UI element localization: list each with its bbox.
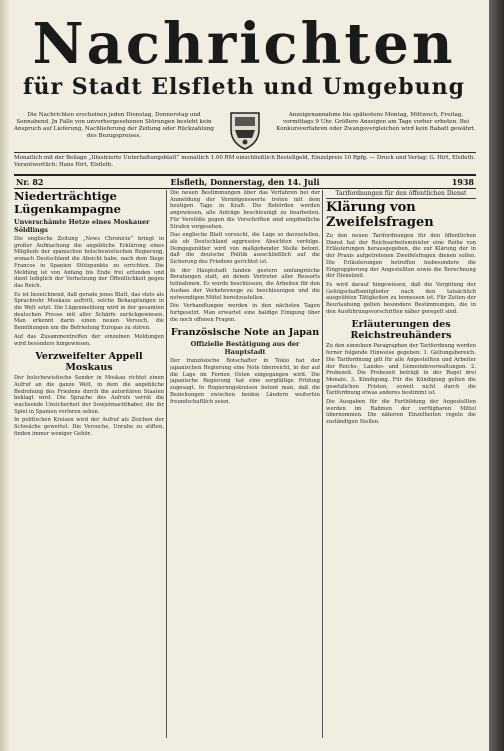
- section-label: Tarifordnungen für den öffentlichen Dienst: [326, 190, 476, 199]
- dateline: [14, 174, 476, 189]
- newspaper-subtitle: für Stadt Elsfleth und Umgebung: [23, 74, 465, 100]
- column-rule: [322, 190, 323, 738]
- masthead: [14, 11, 474, 109]
- article-headline: Niederträchtige Lügenkampagne: [14, 190, 121, 216]
- article-paragraph: Die Verhandlungen werden in den nächsten Tagen fortgesetzt. Man erwartet eine baldige Einigung über die noch offenen Fragen.: [170, 303, 320, 323]
- publication-info: Die Nachrichten erscheinen jeden Dienstag, Donnerstag und Sonnabend. Jn Falle von unvorhergesehenen Störungen besteht kein Anspruch auf Lieferung, Nachlieferung der Zeitung oder Rückzahlung des Bezugspreises.: [14, 112, 215, 139]
- article-headline: Erläuterungen des Reichstreuhänders: [350, 319, 452, 342]
- issue-year: 1938: [451, 177, 474, 187]
- coat-of-arms-icon: [228, 110, 262, 150]
- article-paragraph: Zu den einzelnen Paragraphen der Tarifordnung werden ferner folgende Hinweise gegeben: 1. Geltungsbereich. Die Tarifordnung gilt für alle Angestellten und Arbeiter der Reichs-, Landes- und Gemeindeverwaltungen. 2. Probezeit. Die Probezeit beträgt in der Regel drei Monate. 3. Kündigung. Für die Kündigung gelten die gesetzlichen Fristen, soweit nicht durch die Tarifordnung etwas anderes bestimmt ist.: [326, 343, 476, 397]
- column-rule: [166, 190, 167, 738]
- article-paragraph: Der bolschewistische Sender in Moskau richtet einen Aufruf an die ganze Welt, in dem die angebliche Bedrohung des Friedens durch die autoritären Staaten beklagt wird. Die Sprache des Aufrufs verrät die wachsende Unsicherheit der Sowjetmachthaber, die ihr Spiel in Spanien verloren sehen.: [14, 375, 164, 415]
- column-right: [326, 190, 476, 738]
- page-left-edge: [0, 0, 10, 751]
- info-row: [14, 112, 476, 150]
- newspaper-title: Nachrichten: [32, 11, 456, 77]
- article-paragraph: Es wird darauf hingewiesen, daß die Vergütung der Gefolgschaftsmitglieder nach den tatsächlich ausgeübten Tätigkeiten zu bemessen ist. Für Zeiten der Beurlaubung gelten besondere Bestimmungen, die in den Ausführungsvorschriften näher geregelt sind.: [326, 281, 476, 315]
- article-paragraph: In der Hauptstadt fanden gestern umfangreiche Beratungen statt, an denen Vertreter aller Ressorts teilnahmen. Es wurde beschlossen, die Arbeiten für den Ausbau der Verkehrswege zu beschleunigen und die notwendigen Mittel bereitzustellen.: [170, 267, 320, 301]
- article-paragraph: Auf das Zusammentreffen der einzelnen Meldungen wird besonders hingewiesen.: [14, 333, 164, 347]
- article-headline: Französische Note an Japan: [170, 327, 320, 339]
- subscription-notice: Monatlich mit der Beilage „Illustrierte Unterhaltungsblatt“ monatlich 1.00 RM einschließlich Bestellgeld, Einzelpreis 10 Rpfg. — Druck und Verlag: G. Hirt, Elsfleth. Verantwortlich: Hans Hirt, Elsfleth.: [14, 152, 476, 169]
- article-subheadline: Unverschämte Hetze eines Moskauer Söldlings: [14, 218, 150, 234]
- article-subheadline: Offizielle Bestätigung aus der Hauptstadt: [190, 340, 300, 357]
- article-headline: Verzweifelter Appell Moskaus: [35, 351, 143, 374]
- column-middle: [170, 190, 320, 738]
- advertising-info: Anzeigenannahme bis spätestens Montag, Mittwoch, Freitag, vormittags 9 Uhr. Größere Anzeigen am Tage vorher erbeten. Bei Konkursverfahren oder Zwangsvergleichen wird kein Rabatt gewährt.: [276, 112, 476, 132]
- binding-spine: [489, 0, 504, 751]
- article-paragraph: In politischen Kreisen wird der Aufruf als Zeichen der Schwäche gewertet. Die Versuche, Unruhe zu stiften, finden immer weniger Gehör.: [14, 417, 164, 437]
- issue-number: Nr. 82: [16, 177, 44, 187]
- article-paragraph: Es ist bezeichnend, daß gerade jenes Blatt, das stets als Sprachrohr Moskaus auftritt, solche Behauptungen in die Welt setzt. Die Lügenmeldung wird in der gesamten deutschen Presse mit aller Schärfe zurückgewiesen. Man erkennt darin einen neuen Versuch, die Bemühungen um die Befriedung Europas zu stören.: [14, 291, 164, 332]
- article-paragraph: Das englische Blatt versucht, die Lage so darzustellen, als ob Deutschland aggressive Absichten verfolge. Demgegenüber wird von maßgebender Stelle betont, daß die deutsche Politik ausschließlich auf die Sicherung des Friedens gerichtet ist.: [170, 232, 320, 266]
- article-paragraph: Der französische Botschafter in Tokio hat der japanischen Regierung eine Note überreicht, in der auf die Lage im Fernen Osten eingegangen wird. Die japanische Regierung hat eine sorgfältige Prüfung zugesagt. In Regierungskreisen betont man, daß die Beziehungen zwischen beiden Ländern weiterhin freundschaftlich seien.: [170, 358, 320, 405]
- issue-place-date: Elsfleth, Donnerstag, den 14. Juli: [170, 177, 320, 187]
- article-paragraph: Die neuen Bestimmungen über das Verfahren bei der Anmeldung der Vermögenswerte treten mit dem heutigen Tage in Kraft. Die Behörden werden angewiesen, alle Anträge beschleunigt zu bearbeiten. Für Verstöße gegen die Vorschriften sind empfindliche Strafen vorgesehen.: [170, 190, 320, 230]
- article-paragraph: Die englische Zeitung „News Chronicle“ bringt in großer Aufmachung die angebliche Erklärung eines Mitglieds der spanischen bolschewistischen Regierung, wonach Deutschland die Absicht habe, nach dem Siege Francos in Spanien Stützpunkte zu errichten. Die Meldung ist von Anfang bis Ende frei erfunden und dient lediglich der Verhetzung der Öffentlichkeit gegen das Reich.: [14, 236, 164, 289]
- article-paragraph: Zu den neuen Tarifordnungen für den öffentlichen Dienst hat der Reichsarbeitsminister eine Reihe von Erläuterungen herausgegeben, die zur Klärung der in der Praxis aufgetretenen Zweifelsfragen dienen sollen. Die Erläuterungen betreffen insbesondere die Eingruppierung der Angestellten sowie die Berechnung der Dienstzeit.: [326, 233, 476, 280]
- article-headline: Klärung von Zweifelsfragen: [326, 200, 434, 230]
- column-left: [14, 190, 164, 738]
- article-paragraph: Die Ausgaben für die Fortbildung der Angestellten werden im Rahmen der verfügbaren Mittel übernommen. Die näheren Einzelheiten regeln die zuständigen Stellen.: [326, 399, 476, 426]
